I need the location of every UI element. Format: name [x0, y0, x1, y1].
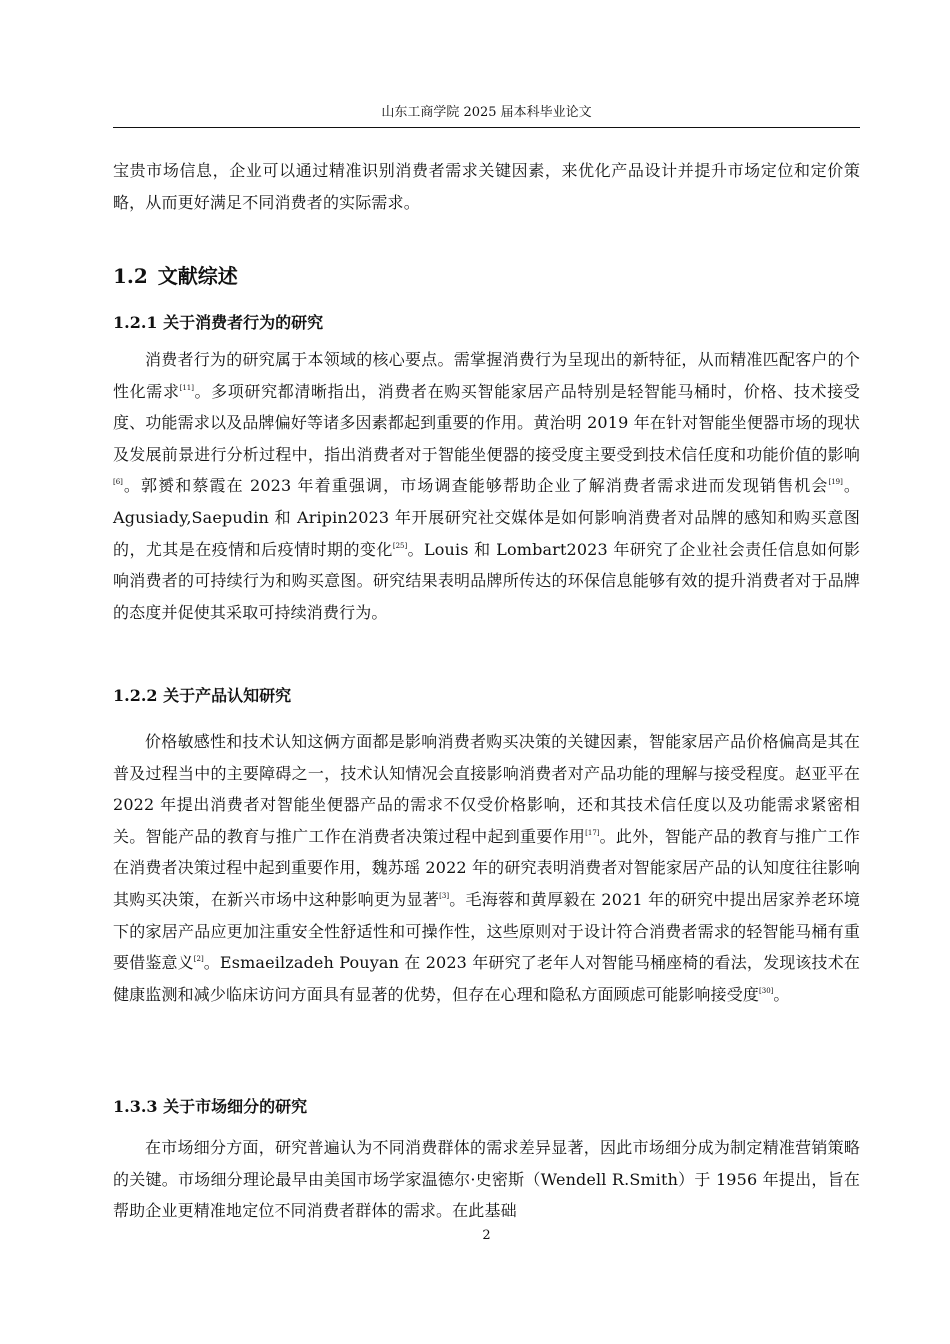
intro-paragraph: 宝贵市场信息，企业可以通过精准识别消费者需求关键因素，来优化产品设计并提升市场定位和定价策略，从而更好满足不同消费者的实际需求。	[113, 161, 860, 212]
intro-text-block	[113, 155, 860, 218]
text-segment: 。郭赟和蔡霞在 2023 年着重强调，市场调查能够帮助企业了解消费者需求进而发现销售机会	[122, 476, 829, 496]
text-segment: 。Louis 和 Lombart2023 年研究了企业社会责任信息如何影响消费者的可持续行为和购买意图。研究结果表明品牌所传达的环保信息能够有效的提升消费者对于品牌的态度并促使其采取可持续消费行为。	[113, 539, 860, 622]
section-number: 1.2	[113, 264, 148, 288]
text-segment: 。	[773, 984, 790, 1004]
subsection-heading-1-3-3: 1.3.3 关于市场细分的研究	[113, 1097, 308, 1116]
text-segment: 在市场细分方面，研究普遍认为不同消费群体的需求差异显著，因此市场细分成为制定精准营销策略的关键。市场细分理论最早由美国市场学家温德尔·史密斯（Wendell R.Smith）于 1956 年提出，旨在帮助企业更精准地定位不同消费者群体的需求。在此基础	[113, 1138, 860, 1221]
text-segment: 价格敏感性和技术认知这俩方面都是影响消费者购买决策的关键因素，智能家居产品价格偏高是其在普及过程当中的主要障碍之一，技术认知情况会直接影响消费者对产品功能的理解与接受程度。赵亚平在 2022 年提出消费者对智能坐便器产品的需求不仅受价格影响，还和其技术信任度以及功能需求紧密相关。智能产品的教育与推广工作在消费者决策过程中起到重要作用	[113, 732, 860, 846]
section-title: 文献综述	[157, 264, 238, 288]
subsection-heading-1-2-2: 1.2.2 关于产品认知研究	[113, 686, 292, 705]
text-segment: 消费者行为的研究属于本领域的核心要点。需掌握消费行为呈现出的新特征，从而精准匹配客户的个性化需求	[113, 350, 860, 401]
subsection-heading-1-2-1: 1.2.1 关于消费者行为的研究	[113, 313, 324, 332]
text-segment: 。毛海蓉和黄厚毅在 2021 年的研究中提出居家养老环境下的家居产品应更加注重安全性舒适性和可操作性，这些原则对于设计符合消费者需求的轻智能马桶有重要借鉴意义	[113, 889, 860, 973]
citation-marker: [2]	[193, 955, 204, 964]
market-segmentation-text-block	[113, 1132, 860, 1227]
page-number: 2	[482, 1228, 491, 1243]
header-rule	[113, 127, 860, 128]
product-cognition-paragraph	[113, 726, 860, 1010]
section-heading-1-2	[113, 262, 238, 290]
citation-marker: [25]	[392, 541, 408, 550]
product-cognition-text-block	[113, 726, 860, 1010]
page-header: 山东工商学院 2025 届本科毕业论文	[381, 105, 592, 120]
text-segment: 。此外，智能产品的教育与推广工作在消费者决策过程中起到重要作用，魏苏瑶 2022 年的研究表明消费者对智能家居产品的认知度往往影响其购买决策，在新兴市场中这种影响更为显著	[113, 826, 860, 909]
consumer-behavior-paragraph	[113, 344, 860, 628]
citation-marker: [30]	[759, 986, 774, 995]
citation-marker: [17]	[585, 828, 600, 837]
citation-marker: [19]	[828, 478, 843, 487]
citation-marker: [3]	[439, 891, 450, 900]
text-segment: 。多项研究都清晰指出，消费者在购买智能家居产品特别是轻智能马桶时，价格、技术接受度、功能需求以及品牌偏好等诸多因素都起到重要的作用。黄治明 2019 年在针对智能坐便器市场的现状及发展前景进行分析过程中，指出消费者对于智能坐便器的接受度主要受到技术信任度和功能价值的影响	[113, 381, 860, 464]
market-segmentation-paragraph	[113, 1132, 860, 1227]
consumer-behavior-text-block	[113, 344, 860, 628]
citation-marker: [11]	[179, 383, 194, 392]
text-segment: 。Esmaeilzadeh Pouyan 在 2023 年研究了老年人对智能马桶座椅的看法，发现该技术在健康监测和减少临床访问方面具有显著的优势，但存在心理和隐私方面顾虑可能影响接受度	[113, 953, 860, 1004]
citation-marker: [6]	[113, 478, 123, 487]
text-segment: 。Agusiady,Saepudin 和 Aripin2023 年开展研究社交媒体是如何影响消费者对品牌的感知和购买意图的，尤其是在疫情和后疫情时期的变化	[113, 476, 860, 559]
